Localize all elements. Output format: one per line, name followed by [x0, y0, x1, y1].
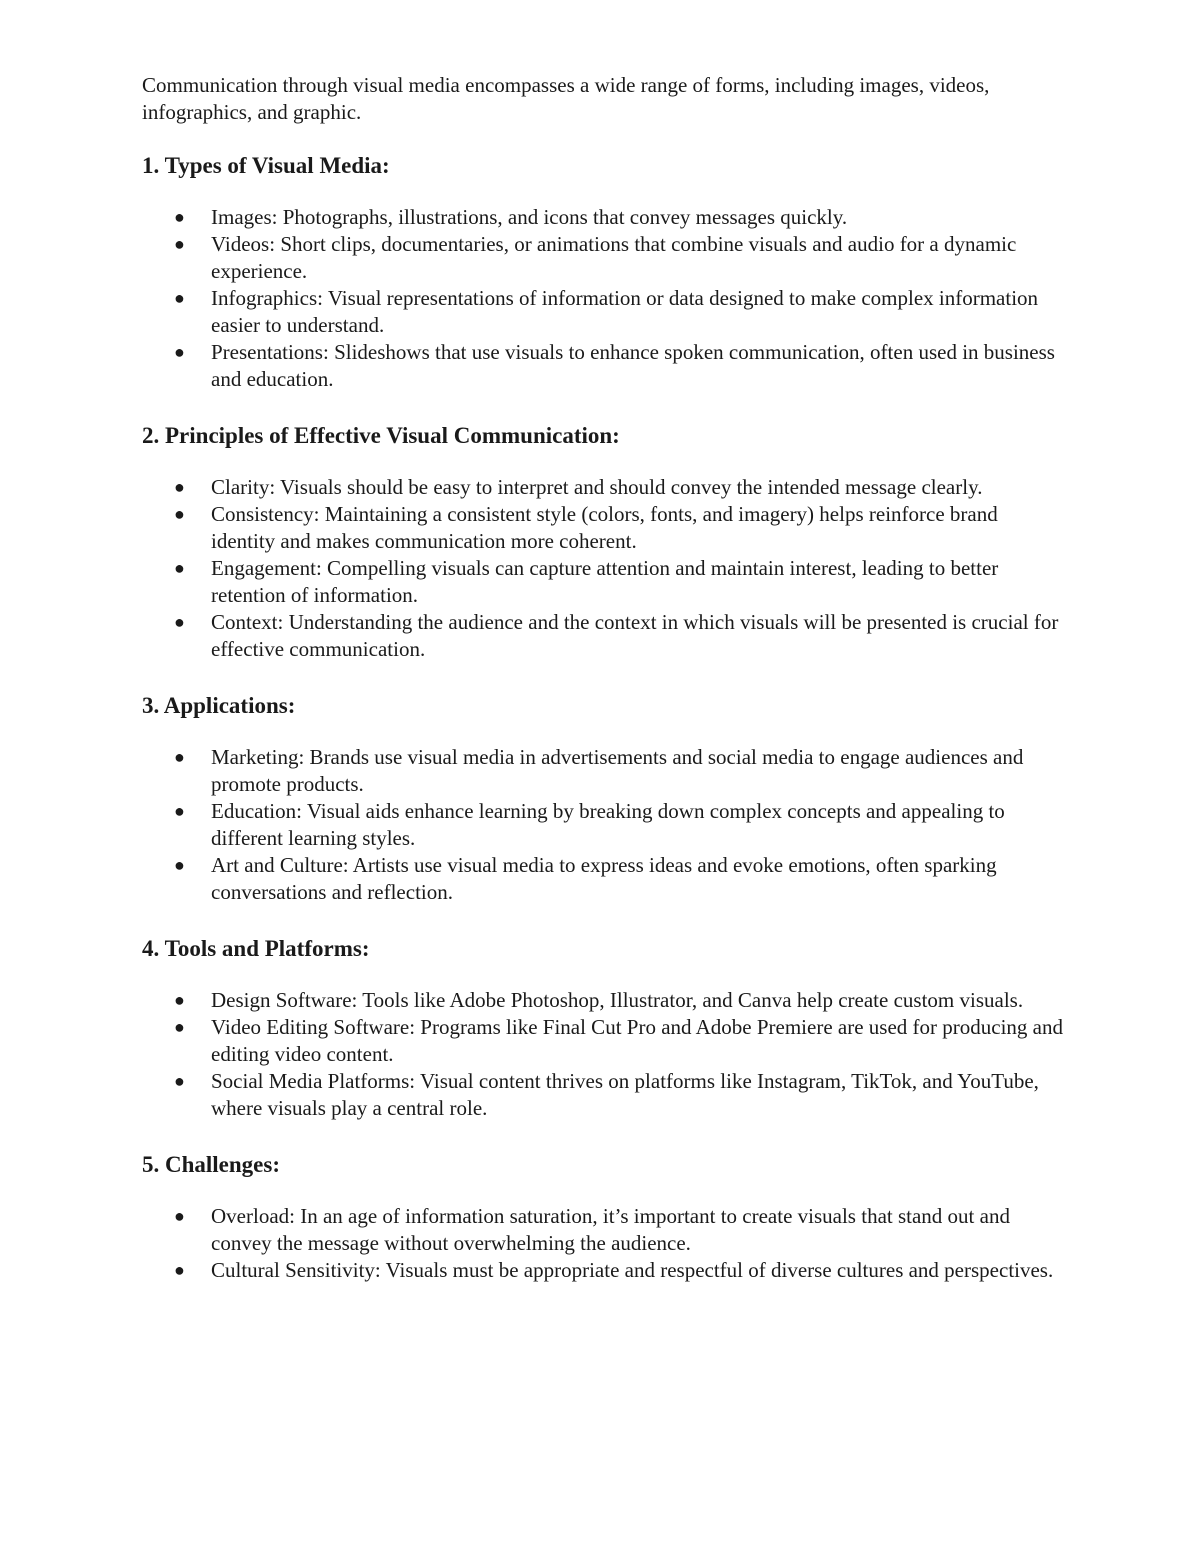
- list-item-text: Video Editing Software: Programs like Final Cut Pro and Adobe Premiere are used for producing and editing video content.: [211, 1015, 1063, 1066]
- list-item: [142, 231, 1067, 285]
- bullet-list: [142, 987, 1067, 1122]
- bullet-icon: ●: [174, 747, 185, 767]
- list-item-text: Infographics: Visual representations of information or data designed to make complex information easier to understand.: [211, 286, 1039, 337]
- bullet-icon: ●: [174, 504, 185, 524]
- bullet-icon: ●: [174, 1071, 185, 1091]
- section-challenges: [142, 1151, 1067, 1284]
- bullet-icon: ●: [174, 342, 185, 362]
- section-title: 2. Principles of Effective Visual Communication:: [142, 423, 620, 448]
- list-item: [142, 609, 1067, 663]
- list-item-text: Education: Visual aids enhance learning by breaking down complex concepts and appealing to different learning styles.: [211, 799, 1005, 850]
- bullet-icon: ●: [174, 207, 185, 227]
- bullet-list: [142, 204, 1067, 393]
- list-item: [142, 744, 1067, 798]
- bullet-list: [142, 744, 1067, 906]
- bullet-list: [142, 474, 1067, 663]
- section-applications: [142, 692, 1067, 906]
- section-tools-and-platforms: [142, 935, 1067, 1122]
- list-item-text: Overload: In an age of information saturation, it’s important to create visuals that stand out and convey the message without overwhelming the audience.: [211, 1204, 1010, 1255]
- bullet-icon: ●: [174, 1017, 185, 1037]
- bullet-icon: ●: [174, 855, 185, 875]
- bullet-icon: ●: [174, 477, 185, 497]
- section-principles: [142, 422, 1067, 663]
- list-item: [142, 1257, 1067, 1284]
- section-title: 1. Types of Visual Media:: [142, 153, 390, 178]
- list-item: [142, 798, 1067, 852]
- bullet-icon: ●: [174, 558, 185, 578]
- list-item: [142, 555, 1067, 609]
- list-item: [142, 285, 1067, 339]
- list-item-text: Images: Photographs, illustrations, and icons that convey messages quickly.: [211, 205, 848, 229]
- bullet-icon: ●: [174, 1206, 185, 1226]
- list-item-text: Clarity: Visuals should be easy to interpret and should convey the intended message clearly.: [211, 475, 983, 499]
- list-item-text: Cultural Sensitivity: Visuals must be appropriate and respectful of diverse cultures and perspectives.: [211, 1258, 1054, 1282]
- list-item: [142, 852, 1067, 906]
- list-item: [142, 474, 1067, 501]
- list-item: [142, 204, 1067, 231]
- list-item-text: Consistency: Maintaining a consistent style (colors, fonts, and imagery) helps reinforce brand identity and makes communication more coherent.: [211, 502, 998, 553]
- list-item-text: Presentations: Slideshows that use visuals to enhance spoken communication, often used in business and education.: [211, 340, 1055, 391]
- list-item-text: Social Media Platforms: Visual content thrives on platforms like Instagram, TikTok, and YouTube, where visuals play a central role.: [211, 1069, 1039, 1120]
- section-title: 3. Applications:: [142, 693, 296, 718]
- document-page: [142, 72, 1067, 1313]
- list-item: [142, 987, 1067, 1014]
- bullet-list: [142, 1203, 1067, 1284]
- bullet-icon: ●: [174, 990, 185, 1010]
- list-item: [142, 501, 1067, 555]
- bullet-icon: ●: [174, 234, 185, 254]
- list-item-text: Marketing: Brands use visual media in advertisements and social media to engage audiences and promote products.: [211, 745, 1024, 796]
- section-types-of-visual-media: [142, 152, 1067, 393]
- list-item: [142, 1014, 1067, 1068]
- intro-paragraph: Communication through visual media encompasses a wide range of forms, including images, videos, infographics, and graphic.: [142, 73, 990, 124]
- bullet-icon: ●: [174, 288, 185, 308]
- list-item: [142, 1203, 1067, 1257]
- bullet-icon: ●: [174, 801, 185, 821]
- list-item: [142, 1068, 1067, 1122]
- list-item-text: Context: Understanding the audience and the context in which visuals will be presented is crucial for effective communication.: [211, 610, 1059, 661]
- list-item-text: Art and Culture: Artists use visual media to express ideas and evoke emotions, often sparking conversations and reflection.: [211, 853, 997, 904]
- section-title: 5. Challenges:: [142, 1152, 280, 1177]
- list-item-text: Engagement: Compelling visuals can capture attention and maintain interest, leading to better retention of information.: [211, 556, 999, 607]
- bullet-icon: ●: [174, 612, 185, 632]
- section-title: 4. Tools and Platforms:: [142, 936, 370, 961]
- list-item-text: Videos: Short clips, documentaries, or animations that combine visuals and audio for a dynamic experience.: [211, 232, 1017, 283]
- bullet-icon: ●: [174, 1260, 185, 1280]
- list-item-text: Design Software: Tools like Adobe Photoshop, Illustrator, and Canva help create custom visuals.: [211, 988, 1024, 1012]
- list-item: [142, 339, 1067, 393]
